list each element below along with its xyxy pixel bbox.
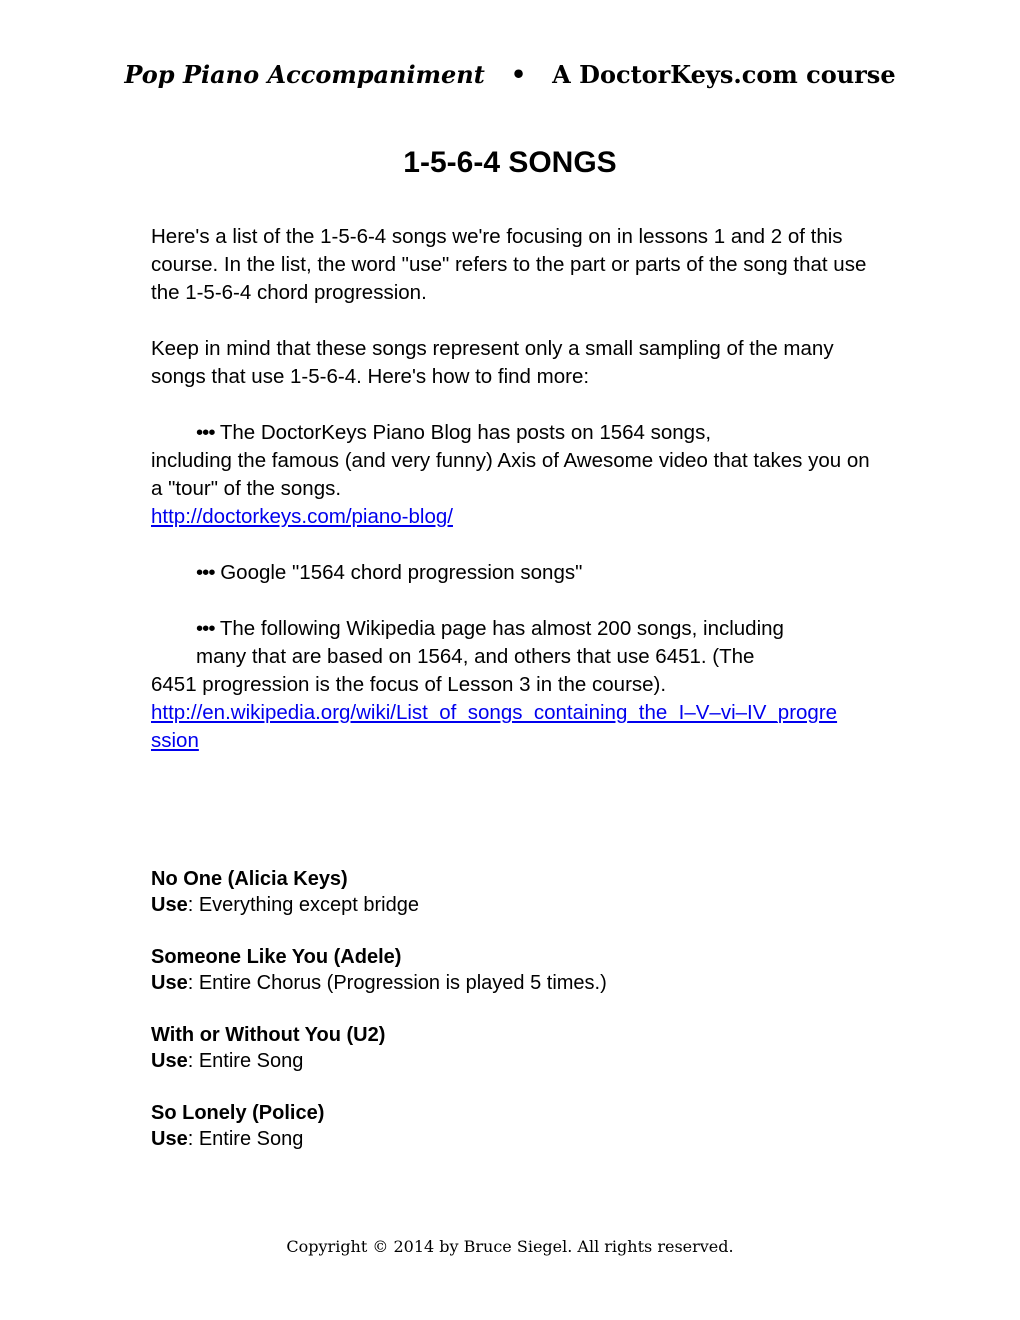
- song-title: With or Without You (U2): [151, 1024, 386, 1046]
- wiki-text-line2: many that are based on 1564, and others that use 6451. (The: [196, 645, 755, 668]
- wikipedia-link[interactable]: http://en.wikipedia.org/wiki/List_of_songs_containing_the_I–V–vi–IV_progression: [151, 701, 838, 752]
- header-bullet: •: [510, 60, 527, 89]
- song-title: No One (Alicia Keys): [151, 868, 348, 890]
- song-use: Entire Chorus (Progression is played 5 times.): [198, 972, 607, 994]
- song-title: So Lonely (Police): [151, 1102, 325, 1124]
- song-item: Someone Like You (Adele) Use: Entire Chorus (Progression is played 5 times.): [151, 944, 881, 996]
- song-title: Someone Like You (Adele): [151, 946, 402, 968]
- use-label: Use: [151, 1050, 188, 1072]
- intro-paragraph-1: Here's a list of the 1-5-6-4 songs we're focusing on in lessons 1 and 2 of this course. In the list, the word "use" refers to the part or parts of the song that use the 1-5-6-4 chord progression.: [151, 225, 867, 304]
- google-text: Google "1564 chord progression songs": [214, 561, 583, 584]
- page-header: [0, 60, 1020, 89]
- blog-link[interactable]: http://doctorkeys.com/piano-blog/: [151, 505, 453, 528]
- copyright-footer: Copyright © 2014 by Bruce Siegel. All rights reserved.: [286, 1237, 734, 1256]
- course-name: Pop Piano Accompaniment: [124, 60, 485, 89]
- blog-text-line1: The DoctorKeys Piano Blog has posts on 1564 songs,: [214, 421, 712, 444]
- song-use: Everything except bridge: [198, 894, 419, 916]
- song-use: Entire Song: [198, 1050, 304, 1072]
- wiki-text-line1: The following Wikipedia page has almost 200 songs, including: [214, 617, 784, 640]
- bullet-dots: •••: [196, 617, 215, 640]
- use-label: Use: [151, 972, 188, 994]
- song-list: [151, 866, 881, 1178]
- bullet-dots: •••: [196, 421, 215, 444]
- resource-wikipedia: [151, 615, 881, 755]
- use-label: Use: [151, 894, 188, 916]
- song-item: So Lonely (Police) Use: Entire Song: [151, 1100, 881, 1152]
- wiki-text-line3: 6451 progression is the focus of Lesson 3 in the course).: [151, 673, 667, 696]
- bullet-dots: •••: [196, 561, 215, 584]
- resource-blog: [151, 419, 881, 531]
- site-name: A DoctorKeys.com course: [552, 60, 896, 89]
- resource-google: [151, 559, 881, 587]
- intro-content: [151, 223, 881, 755]
- blog-text-rest: including the famous (and very funny) Axis of Awesome video that takes you on a "tour" of the songs.: [151, 449, 870, 500]
- use-label: Use: [151, 1128, 188, 1150]
- page-title: 1-5-6-4 SONGS: [403, 146, 617, 179]
- song-item: No One (Alicia Keys) Use: Everything except bridge: [151, 866, 881, 918]
- intro-paragraph-2: Keep in mind that these songs represent only a small sampling of the many songs that use 1-5-6-4. Here's how to find more:: [151, 337, 834, 388]
- song-item: With or Without You (U2) Use: Entire Song: [151, 1022, 881, 1074]
- song-use: Entire Song: [198, 1128, 304, 1150]
